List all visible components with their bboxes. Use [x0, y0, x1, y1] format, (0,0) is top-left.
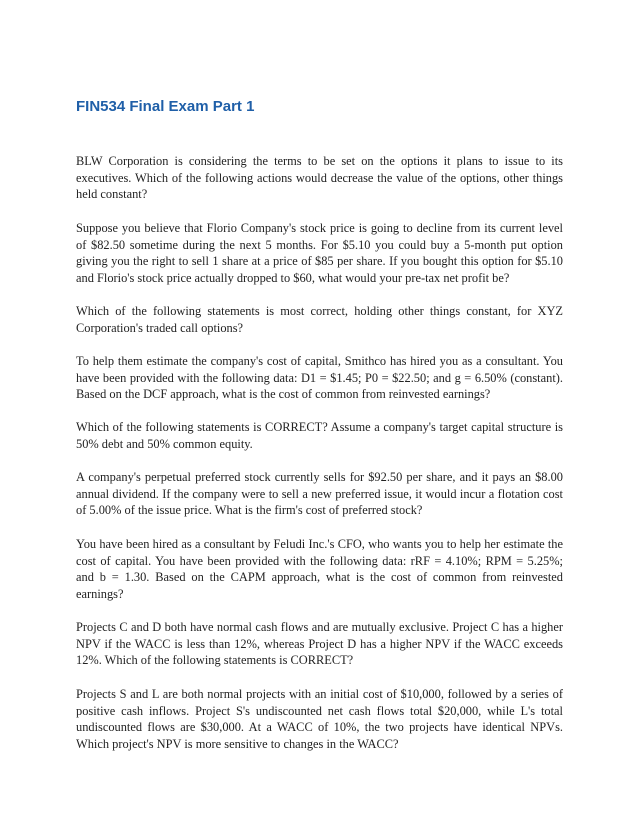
question-3: Which of the following statements is most correct, holding other things constant, for XYZ Corporation's traded call options?	[76, 304, 563, 335]
question-9: Projects S and L are both normal projects with an initial cost of $10,000, followed by a series of positive cash inflows. Project S's undiscounted net cash flows total $20,000, while L's total undiscounted flows are $30,000. At a WACC of 10%, the two projects have identical NPVs. Which project's NPV is more sensitive to changes in the WACC?	[76, 687, 563, 751]
question-8: Projects C and D both have normal cash flows and are mutually exclusive. Project C has a higher NPV if the WACC is less than 12%, whereas Project D has a higher NPV if the WACC exceeds 12%. Which of the following statements is CORRECT?	[76, 620, 563, 667]
question-1: BLW Corporation is considering the terms to be set on the options it plans to issue to its executives. Which of the following actions would decrease the value of the options, other things held constant?	[76, 154, 563, 201]
page-title: FIN534 Final Exam Part 1	[76, 98, 255, 115]
question-5: Which of the following statements is CORRECT? Assume a company's target capital structure is 50% debt and 50% common equity.	[76, 420, 563, 451]
question-2: Suppose you believe that Florio Company's stock price is going to decline from its current level of $82.50 sometime during the next 5 months. For $5.10 you could buy a 5-month put option giving you the right to sell 1 share at a price of $85 per share. If you bought this option for $5.10 and Florio's stock price actually dropped to $60, what would your pre-tax net profit be?	[76, 221, 563, 285]
question-4: To help them estimate the company's cost of capital, Smithco has hired you as a consultant. You have been provided with the following data: D1 = $1.45; P0 = $22.50; and g = 6.50% (constant). Based on the DCF approach, what is the cost of common from reinvested earnings?	[76, 354, 563, 401]
question-6: A company's perpetual preferred stock currently sells for $92.50 per share, and it pays an $8.00 annual dividend. If the company were to sell a new preferred issue, it would incur a flotation cost of 5.00% of the issue price. What is the firm's cost of preferred stock?	[76, 470, 563, 517]
question-7: You have been hired as a consultant by Feludi Inc.'s CFO, who wants you to help her estimate the cost of capital. You have been provided with the following data: rRF = 4.10%; RPM = 5.25%; and b = 1.30. Based on the CAPM approach, what is the cost of common from reinvested earnings?	[76, 537, 563, 601]
